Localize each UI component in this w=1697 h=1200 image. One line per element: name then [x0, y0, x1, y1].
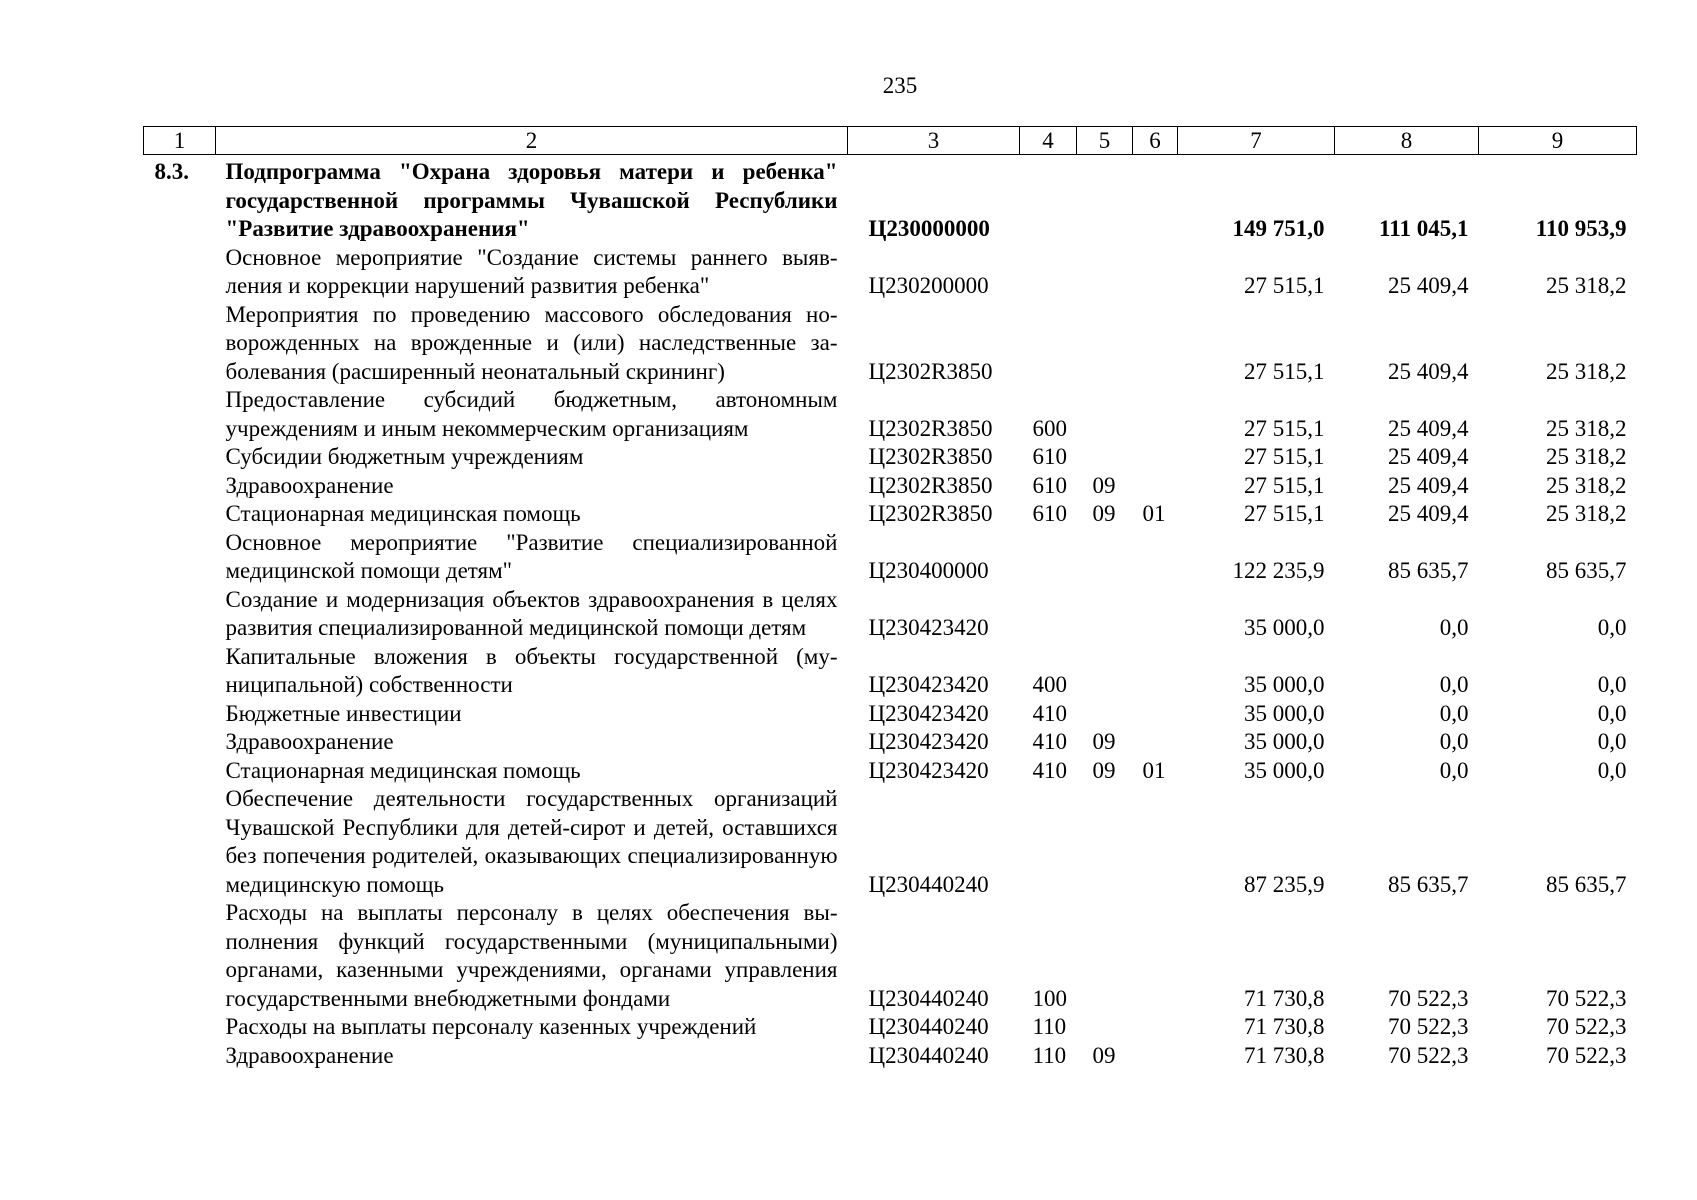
table-row [144, 728, 1637, 757]
amount-year-3: 85 635,7 [1546, 871, 1627, 897]
amount-year-2: 70 522,3 [1388, 1042, 1469, 1068]
subsection-code [1133, 301, 1178, 387]
section-number [144, 529, 216, 586]
target-article-code: Ц2302R3850 [868, 444, 993, 469]
subsection-code [1133, 155, 1178, 244]
section-code [1077, 301, 1133, 387]
amount-year-2: 25 409,4 [1388, 501, 1469, 526]
subsection-code [1133, 1042, 1178, 1071]
table-row [144, 643, 1637, 700]
table-row [144, 529, 1637, 586]
expense-type-code [1020, 244, 1077, 301]
amount-year-2: 25 409,4 [1388, 472, 1469, 498]
amount-year-2: 0,0 [1439, 757, 1469, 783]
expense-name: Основное мероприятие "Развитие специализированной медицинской помощи детям" [225, 529, 838, 583]
section-code [1077, 785, 1133, 899]
target-article-code: Ц2302R3850 [868, 472, 993, 498]
column-header: 7 [1178, 127, 1335, 155]
column-header: 8 [1335, 127, 1479, 155]
table-row [144, 899, 1637, 1013]
amount-year-1: 35 000,0 [1244, 729, 1325, 754]
column-header: 6 [1133, 127, 1178, 155]
section-number [144, 586, 216, 643]
section-number [144, 443, 216, 472]
section-code [1077, 244, 1133, 301]
section-code [1077, 586, 1133, 643]
expense-type-code: 610 [1032, 472, 1067, 498]
amount-year-1: 27 515,1 [1244, 472, 1325, 498]
amount-year-3: 0,0 [1597, 700, 1627, 726]
amount-year-1: 71 730,8 [1244, 985, 1325, 1011]
section-number [144, 1013, 216, 1042]
subsection-code [1133, 443, 1178, 472]
expense-name: Капитальные вложения в объекты государственной (муниципальной) собственности [225, 643, 838, 697]
amount-year-1: 35 000,0 [1244, 700, 1325, 726]
expense-type-code: 410 [1032, 757, 1067, 783]
section-code [1077, 155, 1133, 244]
table-row [144, 700, 1637, 729]
table-row [144, 386, 1637, 443]
expense-type-code [1020, 586, 1077, 643]
section-code [1077, 700, 1133, 729]
subsection-code [1133, 472, 1178, 501]
amount-year-3: 0,0 [1597, 615, 1627, 640]
section-code [1077, 529, 1133, 586]
target-article-code: Ц230423420 [868, 672, 989, 697]
amount-year-1: 71 730,8 [1244, 1042, 1325, 1068]
amount-year-1: 87 235,9 [1244, 871, 1325, 897]
expense-type-code [1020, 529, 1077, 586]
expense-type-code: 110 [1032, 1014, 1067, 1039]
page-number: 235 [882, 73, 918, 98]
expense-name: Расходы на выплаты персоналу в целях обеспечения выполнения функций государственными (муниципальными) органами, казенными учреждениями, органами управления государственными внебюджетными фондами [225, 900, 838, 1011]
expense-name: Мероприятия по проведению массового обследования новорожденных на врожденные и (или) наследственные заболевания (расширенный неонатальный скрининг) [225, 301, 838, 384]
amount-year-3: 70 522,3 [1546, 985, 1627, 1011]
table-row [144, 472, 1637, 501]
column-header: 4 [1020, 127, 1077, 155]
subsection-code [1133, 244, 1178, 301]
amount-year-3: 25 318,2 [1546, 472, 1627, 498]
section-code: 09 [1092, 501, 1116, 526]
expense-type-code: 410 [1032, 729, 1067, 754]
expense-name: Бюджетные инвестиции [225, 700, 462, 726]
section-number [144, 386, 216, 443]
amount-year-3: 70 522,3 [1546, 1042, 1627, 1068]
target-article-code: Ц230400000 [868, 558, 989, 583]
column-header: 2 [216, 127, 848, 155]
section-number [144, 1042, 216, 1071]
amount-year-1: 71 730,8 [1244, 1014, 1325, 1039]
amount-year-3: 25 318,2 [1546, 358, 1627, 384]
column-header: 9 [1479, 127, 1637, 155]
amount-year-3: 70 522,3 [1546, 1014, 1627, 1039]
column-header: 1 [144, 127, 216, 155]
table-row [144, 155, 1637, 244]
subsection-code: 01 [1142, 501, 1166, 526]
amount-year-2: 85 635,7 [1388, 871, 1469, 897]
amount-year-2: 25 409,4 [1388, 273, 1469, 298]
amount-year-2: 0,0 [1439, 729, 1469, 754]
target-article-code: Ц2302R3850 [868, 415, 993, 441]
expense-name: Подпрограмма "Охрана здоровья матери и ребенка" государственной программы Чувашской Республики "Развитие здравоохранения" [225, 159, 838, 241]
expense-name: Субсидии бюджетным учреждениям [225, 444, 584, 469]
expense-type-code: 610 [1032, 501, 1067, 526]
section-number [144, 643, 216, 700]
table-row [144, 785, 1637, 899]
expense-name: Расходы на выплаты персоналу казенных учреждений [225, 1014, 757, 1039]
table-row [144, 301, 1637, 387]
amount-year-1: 122 235,9 [1232, 558, 1325, 583]
table-row [144, 757, 1637, 786]
amount-year-2: 25 409,4 [1388, 358, 1469, 384]
section-number [144, 301, 216, 387]
amount-year-3: 0,0 [1597, 729, 1627, 754]
expense-name: Здравоохранение [225, 729, 394, 754]
subsection-code [1133, 899, 1178, 1013]
expense-type-code: 110 [1032, 1042, 1067, 1068]
expense-type-code: 410 [1032, 700, 1067, 726]
subsection-code [1133, 700, 1178, 729]
target-article-code: Ц230440240 [868, 985, 989, 1011]
section-number [144, 244, 216, 301]
amount-year-3: 110 953,9 [1535, 216, 1627, 241]
table-row [144, 1042, 1637, 1071]
target-article-code: Ц2302R3850 [868, 358, 993, 384]
subsection-code [1133, 386, 1178, 443]
amount-year-3: 0,0 [1597, 672, 1627, 697]
table-row [144, 500, 1637, 529]
subsection-code [1133, 643, 1178, 700]
amount-year-3: 25 318,2 [1546, 273, 1627, 298]
subsection-code [1133, 728, 1178, 757]
amount-year-1: 27 515,1 [1244, 273, 1325, 298]
amount-year-3: 25 318,2 [1546, 444, 1627, 469]
expense-name: Здравоохранение [225, 472, 394, 498]
amount-year-2: 111 045,1 [1379, 216, 1469, 241]
amount-year-3: 25 318,2 [1546, 415, 1627, 441]
column-number-header [144, 127, 1637, 155]
subsection-code [1133, 586, 1178, 643]
target-article-code: Ц230423420 [868, 729, 989, 754]
section-number [144, 700, 216, 729]
expense-type-code: 610 [1032, 444, 1067, 469]
table-row [144, 443, 1637, 472]
target-article-code: Ц230440240 [868, 871, 989, 897]
subsection-code [1133, 785, 1178, 899]
amount-year-2: 70 522,3 [1388, 985, 1469, 1011]
target-article-code: Ц230000000 [868, 216, 990, 241]
amount-year-1: 35 000,0 [1244, 672, 1325, 697]
expense-type-code [1020, 785, 1077, 899]
amount-year-2: 25 409,4 [1388, 444, 1469, 469]
section-number [144, 500, 216, 529]
target-article-code: Ц230423420 [868, 615, 989, 640]
expense-type-code: 600 [1032, 415, 1067, 441]
section-number [144, 757, 216, 786]
amount-year-1: 27 515,1 [1244, 358, 1325, 384]
section-code [1077, 643, 1133, 700]
expense-type-code: 100 [1032, 985, 1067, 1011]
expense-name: Создание и модернизация объектов здравоохранения в целях развития специализированной медицинской помощи детям [225, 586, 838, 640]
amount-year-1: 27 515,1 [1244, 444, 1325, 469]
amount-year-2: 0,0 [1439, 615, 1469, 640]
section-number [144, 472, 216, 501]
amount-year-2: 25 409,4 [1388, 415, 1469, 441]
subsection-code: 01 [1142, 757, 1166, 783]
amount-year-2: 85 635,7 [1388, 558, 1469, 583]
amount-year-1: 27 515,1 [1244, 415, 1325, 441]
amount-year-1: 35 000,0 [1244, 757, 1325, 783]
section-code [1077, 899, 1133, 1013]
target-article-code: Ц230440240 [868, 1014, 989, 1039]
expense-name: Стационарная медицинская помощь [225, 757, 581, 783]
section-number: 8.3. [154, 159, 189, 184]
target-article-code: Ц230200000 [868, 273, 989, 298]
expense-name: Здравоохранение [225, 1042, 394, 1068]
expense-name: Стационарная медицинская помощь [225, 501, 581, 526]
expense-type-code [1020, 155, 1077, 244]
subsection-code [1133, 529, 1178, 586]
amount-year-1: 35 000,0 [1244, 615, 1325, 640]
expense-name: Основное мероприятие "Создание системы раннего выявления и коррекции нарушений развития ребенка" [225, 244, 838, 298]
expense-type-code [1020, 301, 1077, 387]
budget-table [143, 126, 1637, 1070]
section-code: 09 [1092, 1042, 1116, 1068]
column-header: 3 [848, 127, 1020, 155]
section-number [144, 728, 216, 757]
section-code: 09 [1092, 729, 1116, 754]
section-number [144, 785, 216, 899]
table-body [144, 155, 1637, 1071]
section-code [1077, 443, 1133, 472]
amount-year-3: 0,0 [1597, 757, 1627, 783]
amount-year-1: 27 515,1 [1244, 501, 1325, 526]
target-article-code: Ц230423420 [868, 700, 989, 726]
expense-name: Обеспечение деятельности государственных организаций Чувашской Республики для детей-сирот и детей, оставшихся без попечения родителей, оказывающих специализированную медицинскую помощь [225, 786, 838, 897]
section-code [1077, 1013, 1133, 1042]
section-number [144, 899, 216, 1013]
amount-year-2: 0,0 [1439, 700, 1469, 726]
amount-year-2: 0,0 [1439, 672, 1469, 697]
amount-year-1: 149 751,0 [1232, 216, 1325, 241]
amount-year-2: 70 522,3 [1388, 1014, 1469, 1039]
amount-year-3: 85 635,7 [1546, 558, 1627, 583]
table-row [144, 1013, 1637, 1042]
target-article-code: Ц230423420 [868, 757, 989, 783]
expense-name: Предоставление субсидий бюджетным, автономным учреждениям и иным некоммерческим организациям [225, 387, 838, 441]
expense-type-code: 400 [1032, 672, 1067, 697]
target-article-code: Ц2302R3850 [868, 501, 993, 526]
amount-year-3: 25 318,2 [1546, 501, 1627, 526]
column-header: 5 [1077, 127, 1133, 155]
table-row [144, 586, 1637, 643]
subsection-code [1133, 1013, 1178, 1042]
table-row [144, 244, 1637, 301]
section-code: 09 [1092, 757, 1116, 783]
section-code: 09 [1092, 472, 1116, 498]
target-article-code: Ц230440240 [868, 1042, 989, 1068]
section-code [1077, 386, 1133, 443]
